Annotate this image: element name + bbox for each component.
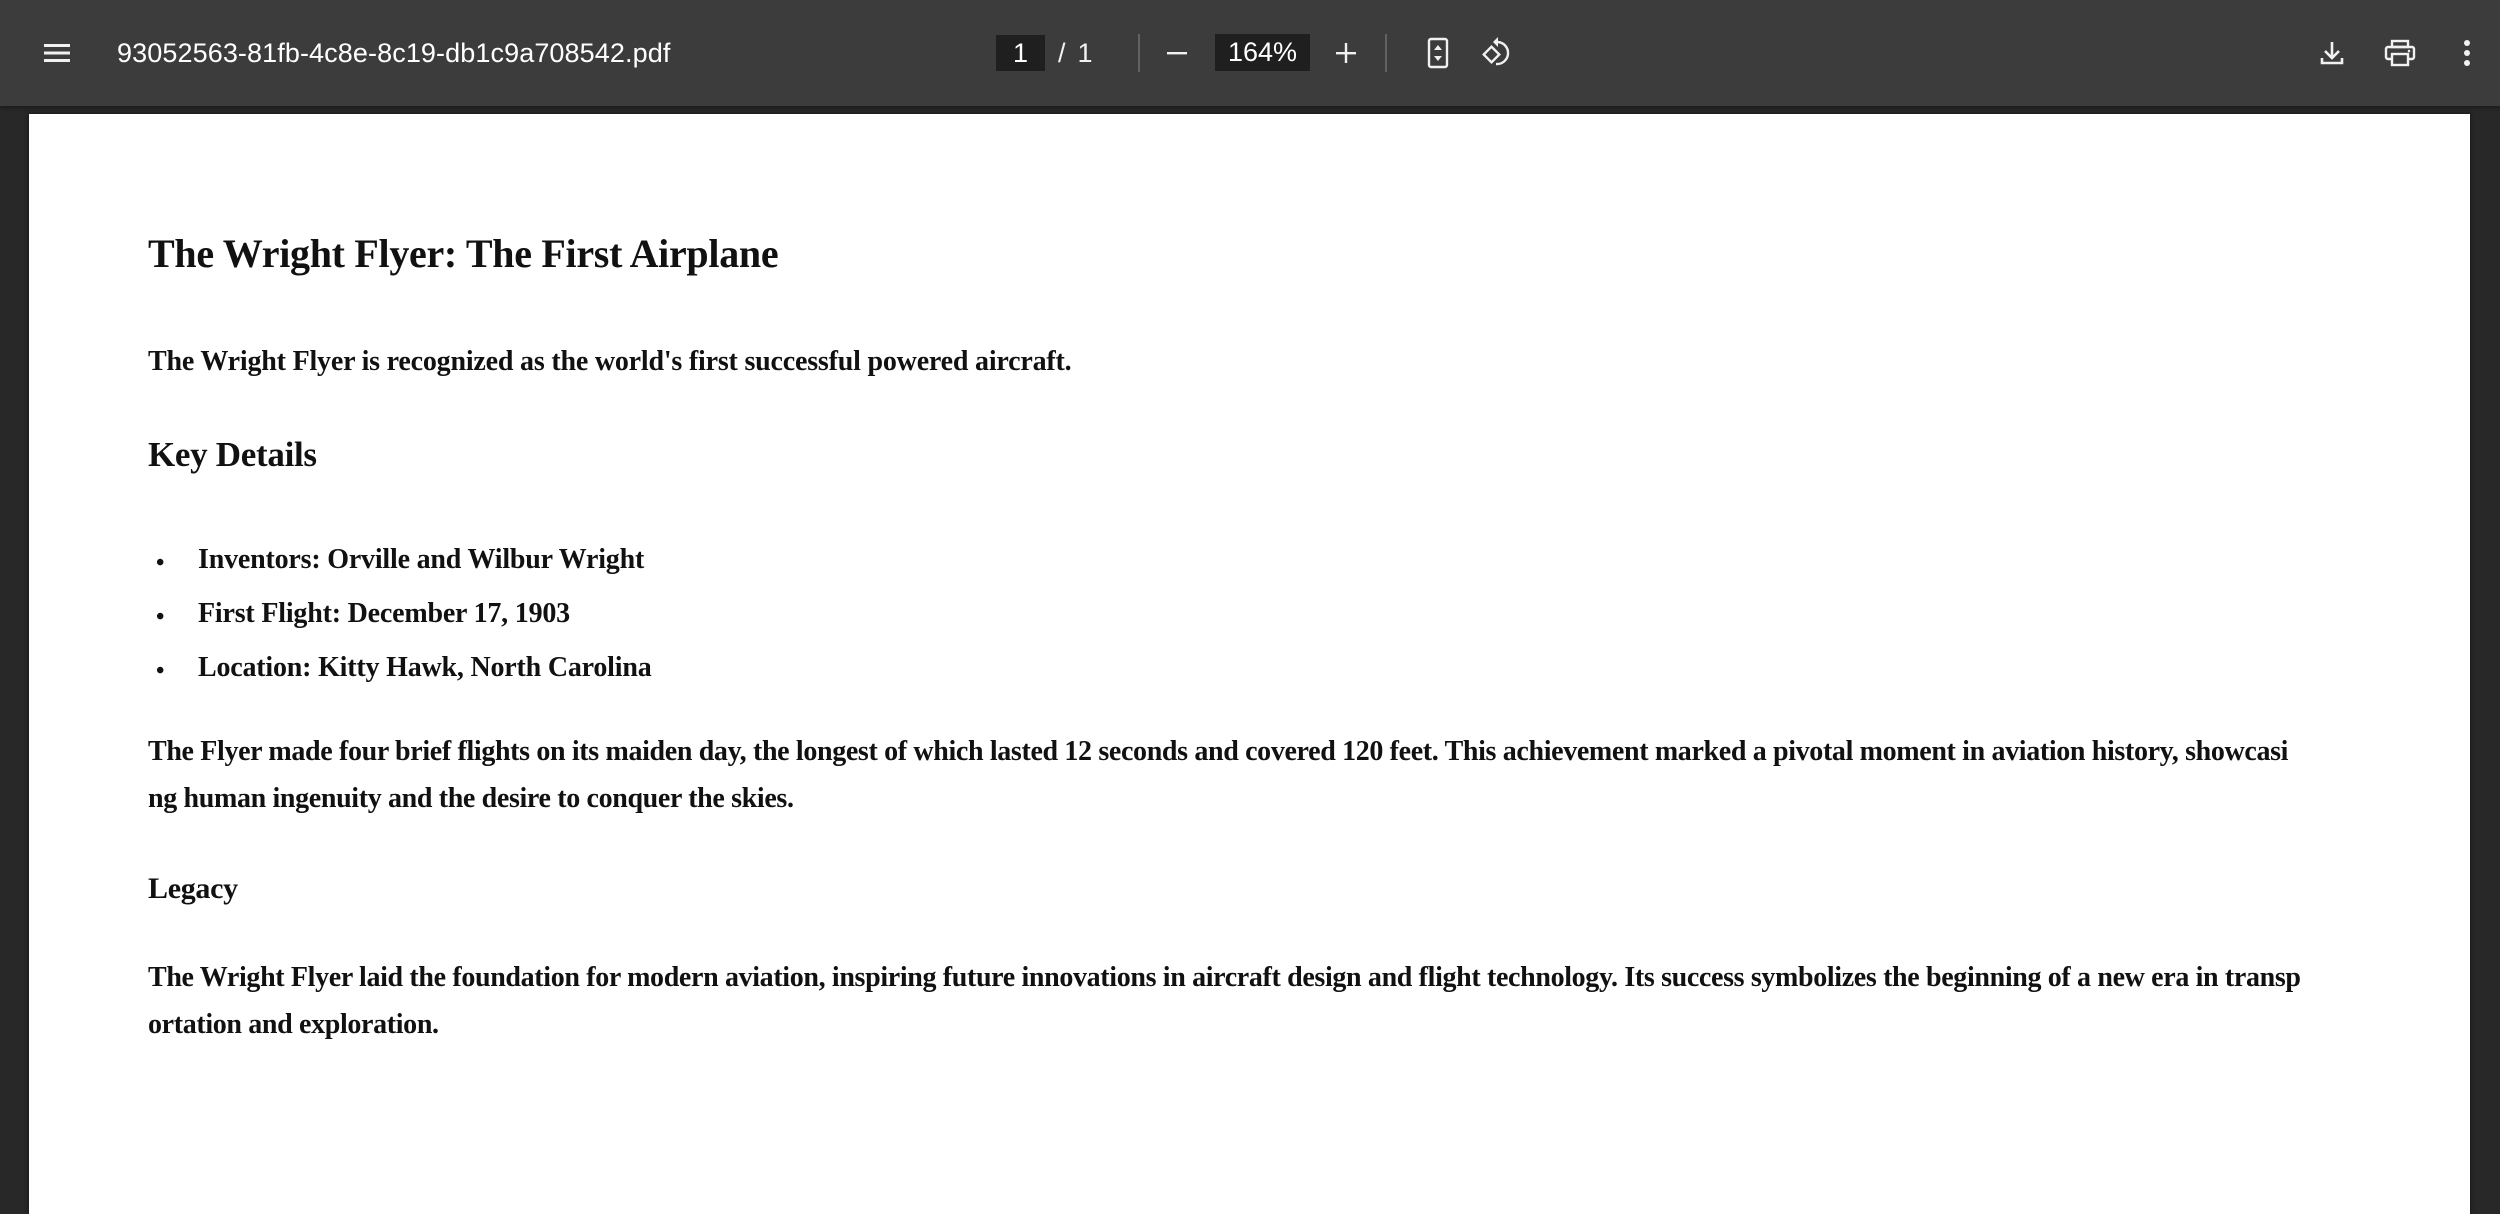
plus-icon[interactable] xyxy=(1320,27,1372,79)
pdf-toolbar xyxy=(0,0,2500,106)
bullet-marker: • xyxy=(156,604,165,630)
list-item-first-flight: First Flight: December 17, 1903 xyxy=(198,598,570,629)
rotate-button[interactable] xyxy=(1472,0,1524,106)
legacy-paragraph-line-1: The Wright Flyer laid the foundation for modern aviation, inspiring future innovations in aircraft design and flight technology. Its success symbolizes the beginning of a new era in transp xyxy=(148,962,2301,993)
current-page-input[interactable]: 1 xyxy=(996,35,1045,71)
rotate-counterclockwise-icon[interactable] xyxy=(1472,27,1524,79)
total-pages: 1 xyxy=(1077,37,1093,68)
toolbar-divider xyxy=(1138,34,1140,72)
minus-icon[interactable] xyxy=(1151,27,1203,79)
menu-button[interactable] xyxy=(31,0,83,106)
download-icon[interactable] xyxy=(2306,27,2358,79)
zoom-out-button[interactable] xyxy=(1151,0,1203,106)
page-navigator xyxy=(996,0,1093,106)
flights-paragraph-line-1: The Flyer made four brief flights on its maiden day, the longest of which lasted 12 seconds and covered 120 feet. This achievement marked a pivotal moment in aviation history, showcasi xyxy=(148,736,2289,767)
document-filename: 93052563-81fb-4c8e-8c19-db1c9a708542.pdf xyxy=(117,37,671,68)
legacy-heading: Legacy xyxy=(148,872,238,905)
print-button[interactable] xyxy=(2374,0,2426,106)
print-icon[interactable] xyxy=(2374,27,2426,79)
key-details-heading: Key Details xyxy=(148,435,317,474)
page-separator: / xyxy=(1058,37,1066,68)
more-vertical-icon[interactable] xyxy=(2441,27,2493,79)
document-title: The Wright Flyer: The First Airplane xyxy=(148,231,779,276)
zoom-in-button[interactable] xyxy=(1320,0,1372,106)
pdf-viewer[interactable] xyxy=(0,106,2500,1144)
flights-paragraph-line-2: ng human ingenuity and the desire to conquer the skies. xyxy=(148,783,794,814)
list-item-location: Location: Kitty Hawk, North Carolina xyxy=(198,652,652,683)
toolbar-divider xyxy=(1385,34,1387,72)
bullet-marker: • xyxy=(156,550,165,576)
legacy-paragraph-line-2: ortation and exploration. xyxy=(148,1009,439,1040)
download-button[interactable] xyxy=(2306,0,2358,106)
fit-to-page-icon[interactable] xyxy=(1412,27,1464,79)
more-actions-button[interactable] xyxy=(2441,0,2493,106)
intro-paragraph: The Wright Flyer is recognized as the world's first successful powered aircraft. xyxy=(148,346,1072,377)
pdf-page xyxy=(29,114,2470,1214)
list-item-inventors: Inventors: Orville and Wilbur Wright xyxy=(198,544,645,575)
fit-to-page-button[interactable] xyxy=(1412,0,1464,106)
zoom-level-input[interactable]: 164% xyxy=(1215,34,1310,71)
hamburger-menu-icon[interactable] xyxy=(31,27,83,79)
bullet-marker: • xyxy=(156,658,165,684)
